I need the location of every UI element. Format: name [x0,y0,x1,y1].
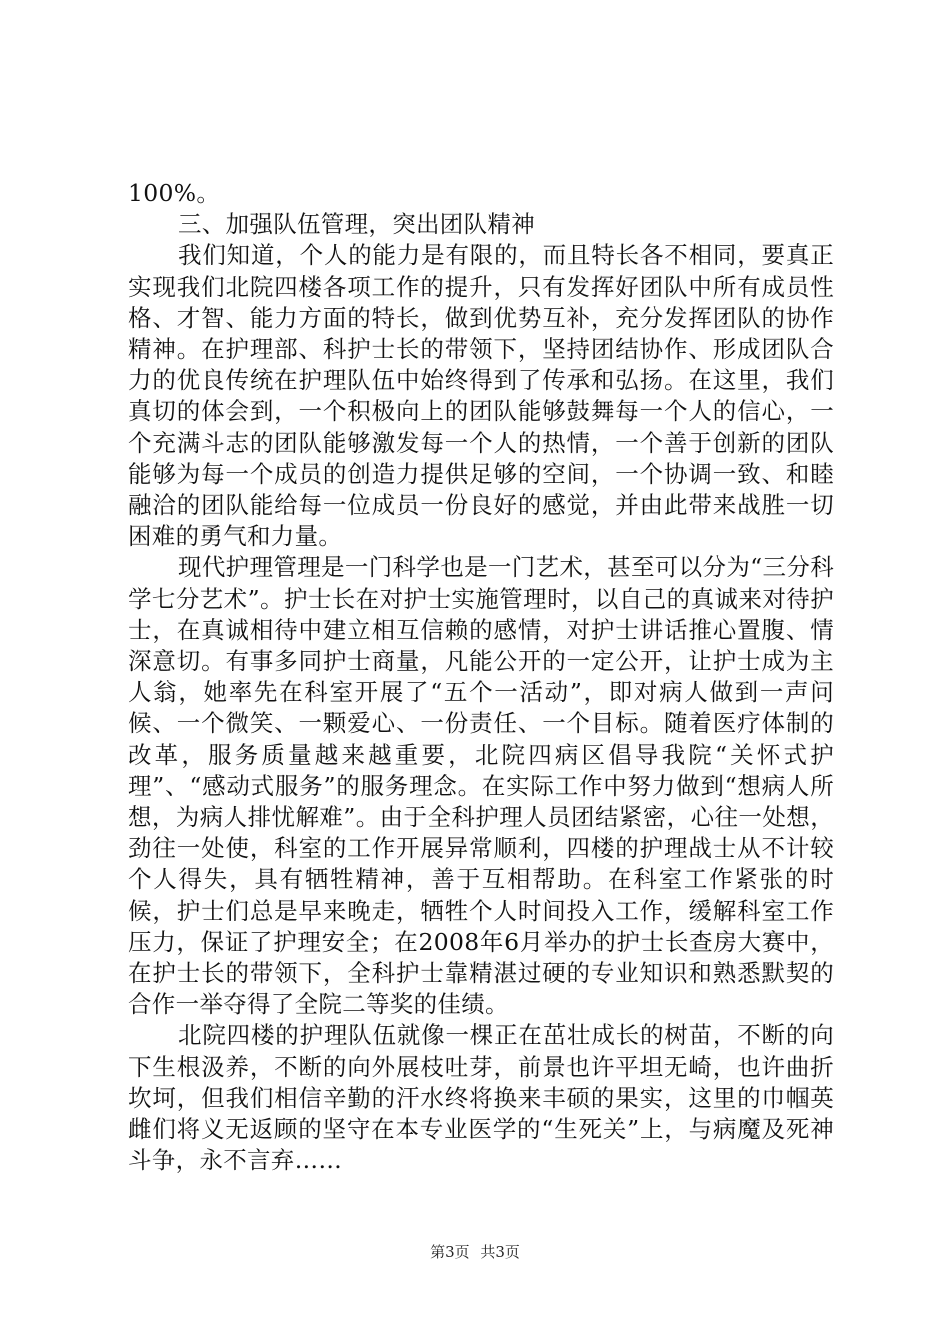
page-total: 共3页 [480,1243,520,1261]
paragraph-modern-management: 现代护理管理是一门科学也是一门艺术，甚至可以分为“三分科学七分艺术”。护士长在对护士实施管理时，以自己的真诚来对待护士，在真诚相待中建立相互信赖的感情，对护士讲话推心置腹、情深意切。有事多同护士商量，凡能公开的一定公开，让护士成为主人翁，她率先在科室开展了“五个一活动”，即对病人做到一声问候、一个微笑、一颗爱心、一份责任、一个目标。随着医疗体制的改革，服务质量越来越重要，北院四病区倡导我院“关怀式护理”、“感动式服务”的服务理念。在实际工作中努力做到“想病人所想，为病人排忧解难”。由于全科护理人员团结紧密，心往一处想，劲往一处使，科室的工作开展异常顺利，四楼的护理战士从不计较个人得失，具有牺牲精神，善于互相帮助。在科室工作紧张的时候，护士们总是早来晚走，牺牲个人时间投入工作，缓解科室工作压力，保证了护理安全；在2008年6月举办的护士长查房大赛中，在护士长的带领下，全科护士靠精湛过硬的专业知识和熟悉默契的合作一举夺得了全院二等奖的佳绩。 [128,553,834,1019]
paragraph-team-spirit: 我们知道，个人的能力是有限的，而且特长各不相同，要真正实现我们北院四楼各项工作的提升，只有发挥好团队中所有成员性格、才智、能力方面的特长，做到优势互补，充分发挥团队的协作精神。在护理部、科护士长的带领下，坚持团结协作、形成团队合力的优良传统在护理队伍中始终得到了传承和弘扬。在这里，我们真切的体会到，一个积极向上的团队能够鼓舞每一个人的信心，一个充满斗志的团队能够激发每一个人的热情，一个善于创新的团队能够为每一个成员的创造力提供足够的空间，一个协调一致、和睦融洽的团队能给每一位成员一份良好的感觉，并由此带来战胜一切困难的勇气和力量。 [128,241,834,551]
document-body [128,178,834,1177]
page-number: 第3页 [430,1243,470,1261]
section-heading: 三、加强队伍管理，突出团队精神 [178,210,535,239]
page-footer [0,1241,950,1262]
paragraph-conclusion: 北院四楼的护理队伍就像一棵正在茁壮成长的树苗，不断的向下生根汲养，不断的向外展枝吐芽，前景也许平坦无崎，也许曲折坎坷，但我们相信辛勤的汗水终将换来丰硕的果实，这里的巾帼英雌们将义无返顾的坚守在本专业医学的“生死关”上，与病魔及死神斗争，永不言弃…… [128,1021,834,1175]
paragraph-continuation: 100%。 [128,179,221,207]
